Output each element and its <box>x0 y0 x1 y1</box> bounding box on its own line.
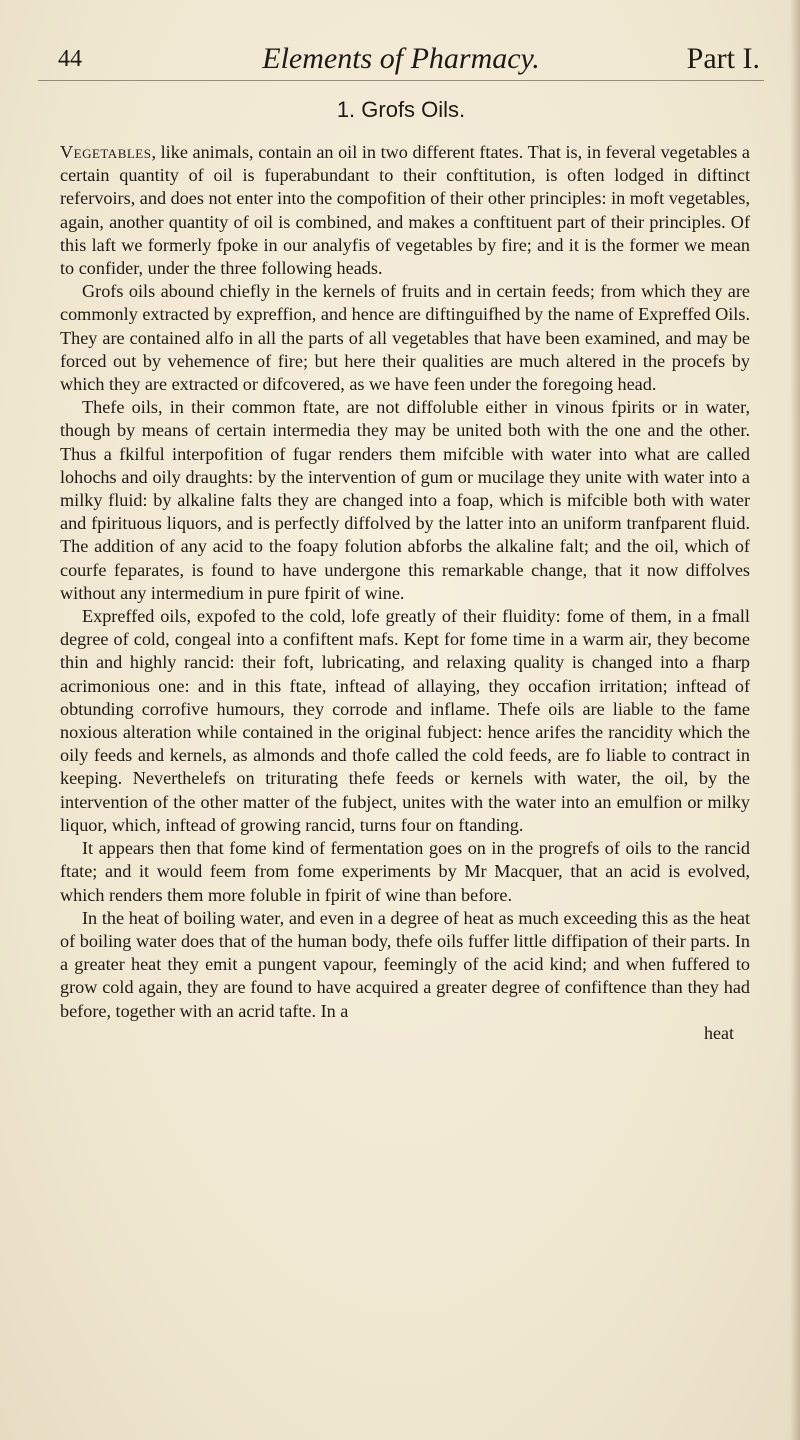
page-number: 44 <box>58 46 82 72</box>
header-rule <box>38 80 764 81</box>
book-title: Elements of Pharmacy. <box>262 42 540 75</box>
paragraph-3: Thefe oils, in their common ftate, are not diffoluble either in vinous fpirits or in water, though by means of certain intermedia they may be united both with the one and the other. Thus a fkilful interpofition of fugar renders them mifcible with water into what are called lohochs and oily draughts: by the intervention of gum or mucilage they unite with water into a milky fluid: by alkaline falts they are changed into a foap, which is mifcible both with water and fpirituous liquors, and is perfectly diffolved by the latter into an uniform tranfparent fluid. The addition of any acid to the foapy folution abforbs the alkaline falt; and the oil, which of courfe feparates, is found to have undergone this remarkable change, that it now diffolves without any intermedium in pure fpirit of wine. <box>60 397 750 603</box>
paragraph-5: It appears then that fome kind of fermentation goes on in the progrefs of oils to the rancid ftate; and it would feem from fome experiments by Mr Macquer, that an acid is evolved, which renders them more foluble in fpirit of wine than before. <box>60 838 750 905</box>
paragraph-6: In the heat of boiling water, and even in a degree of heat as much exceeding this as the heat of boiling water does that of the human body, thefe oils fuffer little diffipation of their parts. In a greater heat they emit a pungent vapour, feemingly of the acid kind; and when fuffered to grow cold again, they are found to have acquired a greater degree of confiftence than they had before, together with an acrid tafte. In a <box>60 907 750 1021</box>
page-edge-shadow <box>790 0 800 1440</box>
running-head <box>38 36 764 80</box>
paragraph-1 <box>60 141 750 280</box>
part-label: Part I. <box>686 42 760 75</box>
section-heading: 1. Grofs Oils. <box>336 97 466 122</box>
paragraph-text: , like animals, contain an oil in two different ftates. That is, in feveral vegetables a certain quantity of oil is fuperabundant to their conftitution, is often lodged in diftinct refervoirs, and does not enter into the compofition of their other principles: in moft vegetables, again, another quantity of oil is combined, and makes a conftituent part of their principles. Of this laft we formerly fpoke in our analyfis of vegetables by fire; and it is the former we mean to confider, under the three following heads. <box>60 142 750 279</box>
paragraph-4: Expreffed oils, expofed to the cold, lofe greatly of their fluidity: fome of them, in a fmall degree of cold, congeal into a confiftent mafs. Kept for fome time in a warm air, they become thin and highly rancid: their foft, lubricating, and relaxing quality is changed into a fharp acrimonious one: and in this ftate, inftead of allaying, they occafion irritation; inftead of obtunding corrofive humours, they corrode and inflame. Thefe oils are liable to the fame noxious alteration while contained in the original fubject: hence arifes the rancidity which the oily feeds and kernels, as almonds and thofe called the cold feeds, are fo liable to contract in keeping. Neverthelefs on triturating thefe feeds or kernels with water, the oil, by the intervention of the other matter of the fubject, unites with the water into an emulfion or milky liquor, which, inftead of growing rancid, turns four on ftanding. <box>60 606 750 835</box>
paragraph-lead-caps: Vegetables <box>60 142 152 162</box>
catchword: heat <box>704 1022 734 1043</box>
paragraph-2: Grofs oils abound chiefly in the kernels of fruits and in certain feeds; from which they are commonly extracted by expreffion, and hence are diftinguifhed by the name of Expreffed Oils. They are contained alfo in all the parts of all vegetables that have been examined, and may be forced out by vehemence of fire; but here their qualities are much altered in the procefs by which they are extracted or difcovered, as we have feen under the foregoing head. <box>60 281 750 395</box>
body-text <box>38 141 764 1023</box>
